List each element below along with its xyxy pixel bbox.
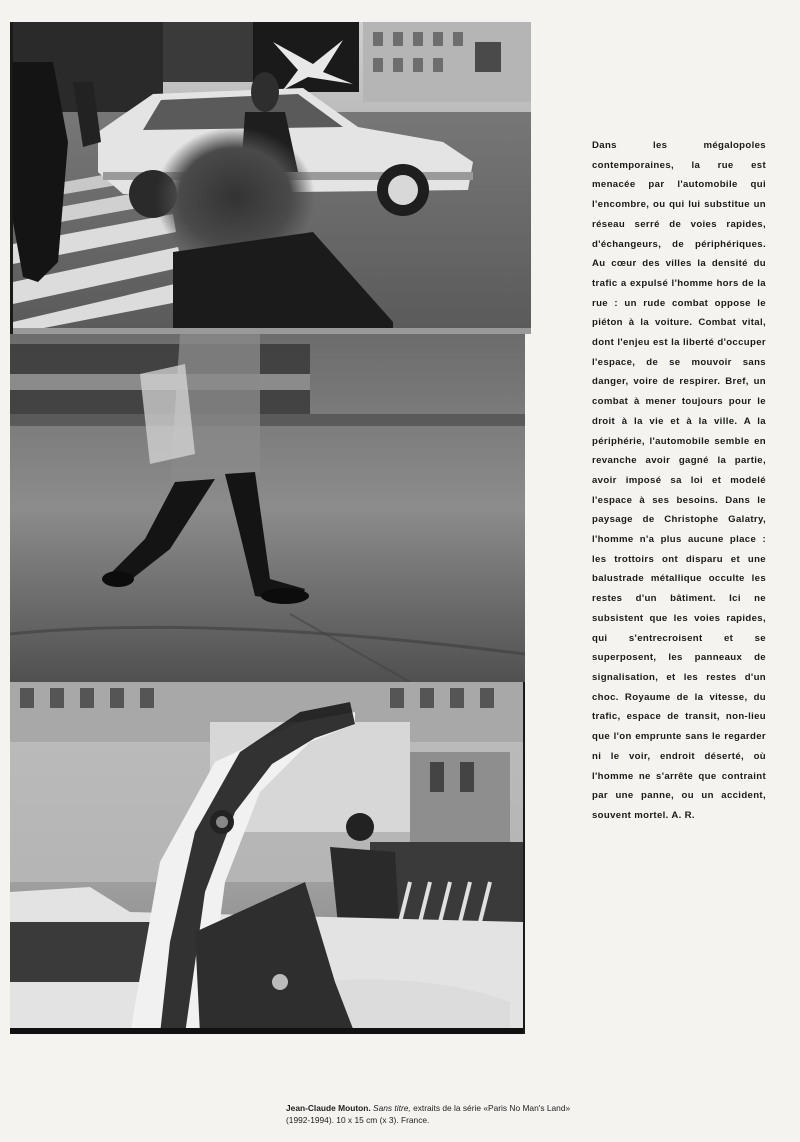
caption-artist: Jean-Claude Mouton. <box>286 1103 371 1113</box>
essay-text: Dans les mégalopoles contemporaines, la rue est menacée par l'automobile qui l'encombre, ou qui lui substitue un réseau serré de voies rapides, d'échangeurs, de périphériques. Au cœur des villes la densité du trafic a expulsé l'homme hors de la rue : un rude combat oppose le piéton à la voiture. Combat vital, dont l'enjeu est la liberté d'occuper l'espace, de se mouvoir sans danger, voire de respirer. Bref, un combat à mener toujours pour le droit à la vie et à la ville. A la périphérie, l'automobile semble en revanche avoir gagné la partie, avoir imposé sa loi et modelé l'espace à ses besoins. Dans le paysage de Christophe Galatry, l'homme n'a plus aucune place : les trottoirs ont disparu et une balustrade métallique occulte les restes d'un bâtiment. Ici ne subsistent que les voies rapides, qui s'entrecroisent et se superposent, les panneaux de signalisation, et les restes d'un choc. Royaume de la vitesse, du trafic, espace de transit, non-lieu que l'on emprunte sans le regarder ni le voir, endroit déserté, où l'homme ne s'arrête que contraint par une panne, ou un accident, souvent mortel. A. R. <box>592 140 766 821</box>
photo-series <box>10 22 525 1034</box>
photo-walking-legs <box>10 334 525 682</box>
photo-walking-legs-image <box>10 334 525 682</box>
caption-series: extraits de la série «Paris No Man's Land» <box>413 1103 571 1113</box>
photo-car-door-image <box>10 682 523 1034</box>
photo-caption <box>286 1102 686 1126</box>
photo-street-crossing <box>13 22 531 334</box>
caption-details: (1992-1994). 10 x 15 cm (x 3). France. <box>286 1115 430 1125</box>
photo-street-crossing-image <box>13 22 531 334</box>
photo-car-door <box>10 682 523 1034</box>
caption-title: Sans titre, <box>373 1103 411 1113</box>
